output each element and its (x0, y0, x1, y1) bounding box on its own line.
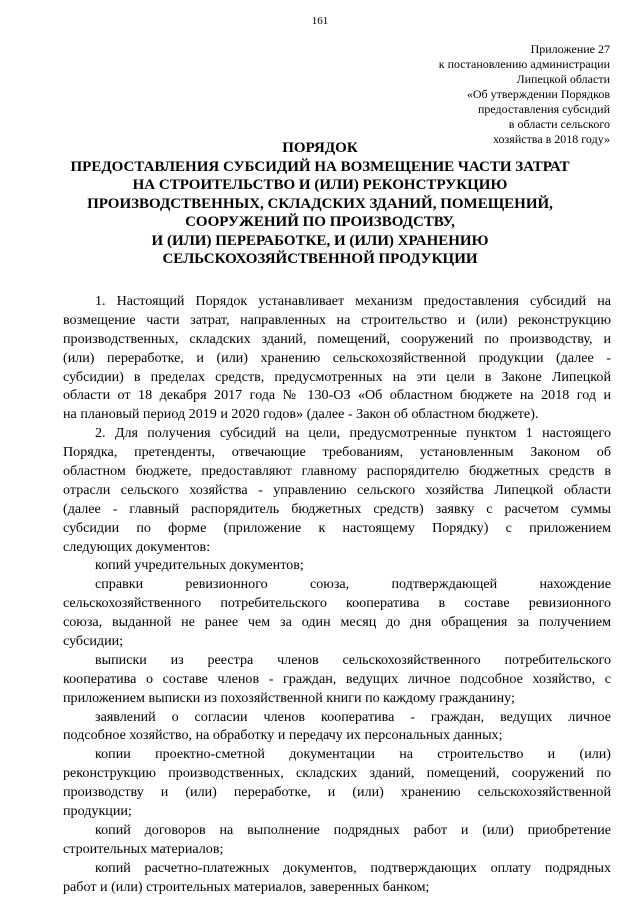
appendix-line: «Об утверждении Порядков (466, 87, 610, 101)
appendix-line: к постановлению администрации (438, 57, 610, 71)
body-line: заявлений о согласии членов кооператива - граждан, ведущих личное (95, 708, 611, 725)
title-line: И (ИЛИ) ПЕРЕРАБОТКЕ, И (ИЛИ) ХРАНЕНИЮ (151, 232, 489, 249)
appendix-note (350, 42, 610, 147)
appendix-line: предоставления субсидий (477, 102, 610, 116)
body-line: кооператива о составе членов - граждан, ведущих личное подсобное хозяйство, с (63, 670, 611, 687)
title-line: НА СТРОИТЕЛЬСТВО И (ИЛИ) РЕКОНСТРУКЦИЮ (132, 177, 508, 193)
appendix-line: Приложение 27 (530, 42, 610, 56)
body-line: приложением выписки из похозяйственной книги по каждому гражданину; (63, 689, 515, 706)
appendix-line: в области сельского (508, 117, 610, 131)
appendix-line: хозяйства в 2018 году» (493, 132, 610, 146)
body-line: выписки из реестра членов сельскохозяйственного потребительского (95, 651, 611, 668)
body-line: подсобное хозяйство, на обработку и передачу их персональных данных; (63, 727, 503, 744)
page-number: 161 (311, 15, 329, 27)
body-line: субсидии; (63, 633, 124, 650)
body-line: отрасли сельского хозяйства - управлению сельского хозяйства Липецкой области (63, 481, 611, 498)
document-body (63, 292, 611, 897)
title-line: СЕЛЬСКОХОЗЯЙСТВЕННОЙ ПРОДУКЦИИ (162, 251, 478, 267)
document-title (60, 139, 580, 269)
body-line: (или) переработке, и (или) хранению сельскохозяйственной продукции (далее - (63, 349, 611, 366)
title-line: СООРУЖЕНИЙ ПО ПРОИЗВОДСТВУ, (185, 214, 455, 230)
body-line: следующих документов: (63, 538, 211, 555)
body-line: копий договоров на выполнение подрядных работ и (или) приобретение (95, 821, 611, 838)
body-line: на плановый период 2019 и 2020 годов» (далее - Закон об областном бюджете). (63, 406, 539, 423)
body-line: союза, выданной не ранее чем за один месяц до дня обращения за получением (63, 614, 611, 631)
body-line: справки ревизионного союза, подтверждающей нахождение (95, 576, 611, 593)
body-line: работ и (или) строительных материалов, заверенных банком; (63, 878, 430, 895)
body-line: возмещение части затрат, направленных на строительство и (или) реконструкцию (63, 311, 611, 328)
body-line: сельскохозяйственного потребительского кооператива в составе ревизионного (63, 595, 611, 612)
body-line: копий учредительных документов; (95, 557, 304, 574)
body-line: (далее - главный распорядитель бюджетных средств) заявку с расчетом суммы (63, 500, 611, 517)
body-line: субсидии) в пределах средств, предусмотренных на эти цели в Законе Липецкой (63, 368, 611, 385)
body-line: продукции; (63, 803, 132, 820)
body-line: 2. Для получения субсидий на цели, предусмотренные пунктом 1 настоящего (95, 425, 611, 442)
body-line: области от 18 декабря 2017 года № 130-ОЗ «Об областном бюджете на 2018 год и (63, 387, 611, 404)
body-line: Порядка, претенденты, отвечающие требованиям, установленным Законом об (63, 444, 611, 461)
body-line: 1. Настоящий Порядок устанавливает механизм предоставления субсидий на (95, 293, 611, 309)
body-line: копии проектно-сметной документации на строительство и (или) (95, 746, 611, 763)
body-line: реконструкцию производственных, складских зданий, помещений, сооружений по (63, 765, 611, 782)
body-line: областном бюджете, предоставляют главному распорядителю бюджетных средств в (63, 463, 611, 480)
title-line: ПРОИЗВОДСТВЕННЫХ, СКЛАДСКИХ ЗДАНИЙ, ПОМЕЩЕНИЙ, (87, 195, 553, 212)
body-line: субсидии по форме (приложение к настоящему Порядку) с приложением (63, 519, 611, 536)
body-line: копий расчетно-платежных документов, подтверждающих оплату подрядных (95, 859, 611, 876)
title-line: ПОРЯДОК (282, 140, 358, 156)
body-line: строительных материалов; (63, 840, 224, 857)
title-line: ПРЕДОСТАВЛЕНИЯ СУБСИДИЙ НА ВОЗМЕЩЕНИЕ ЧАСТИ ЗАТРАТ (70, 158, 570, 175)
body-line: производственных, складских зданий, помещений, сооружений по производству, и (63, 330, 611, 347)
body-line: производству и (или) переработке, и (или) хранению сельскохозяйственной (63, 784, 611, 801)
appendix-line: Липецкой области (516, 72, 610, 86)
